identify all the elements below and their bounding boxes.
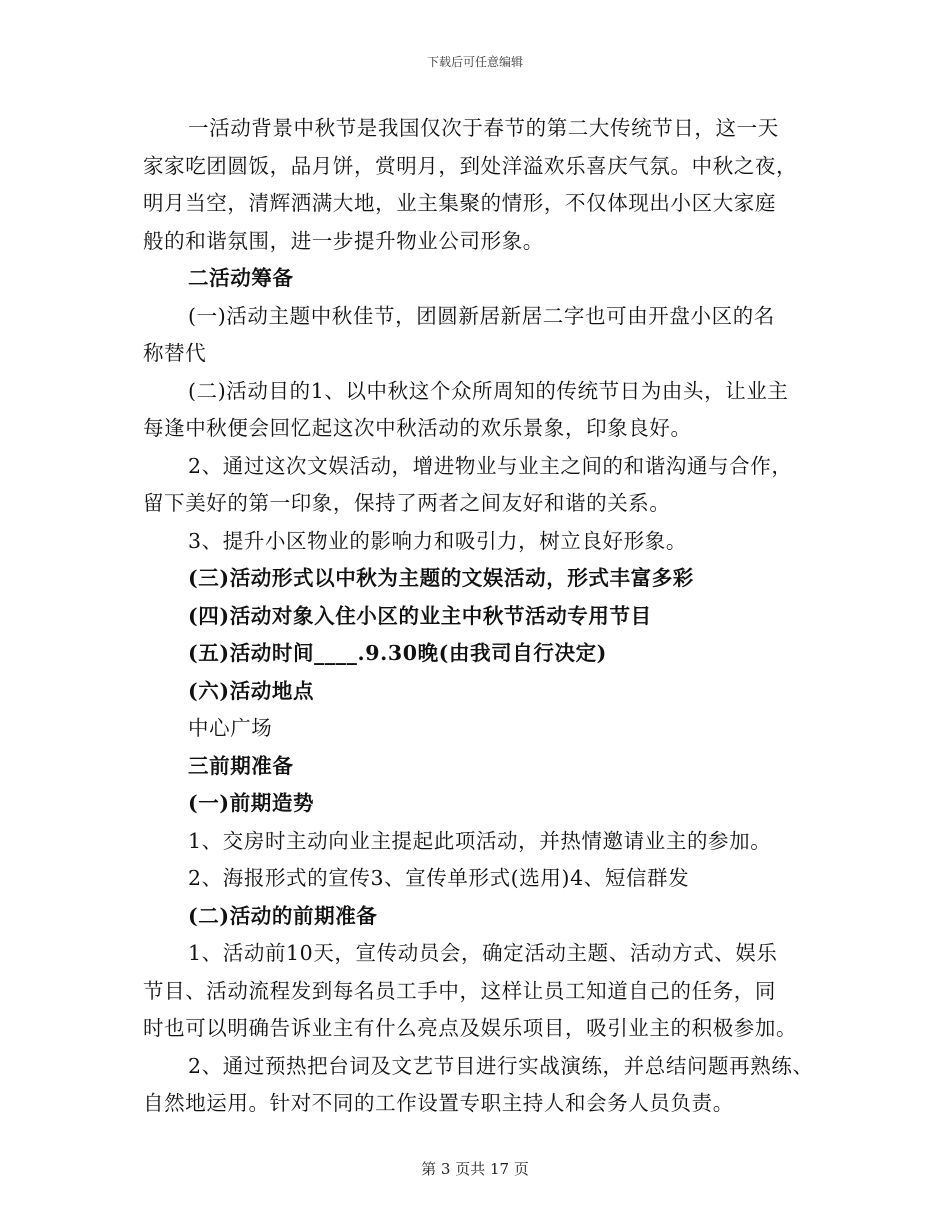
paragraph-line: 3、提升小区物业的影响力和吸引力，树立良好形象。 <box>188 528 687 553</box>
page-header: 下载后可任意编辑 <box>426 55 523 69</box>
paragraph-line: 时也可以明确告诉业主有什么亮点及娱乐项目，吸引业主的积极参加。 <box>143 1016 798 1040</box>
paragraph-line: 2、海报形式的宣传3、宣传单形式(选用)4、短信群发 <box>188 866 690 890</box>
subsection-heading: (六)活动地点 <box>188 678 315 703</box>
paragraph-line: 家家吃团圆饭，品月饼，赏明月，到处洋溢欢乐喜庆气氛。中秋之夜， <box>143 153 798 178</box>
subsection-heading: (五)活动时间____.9.30晚(由我司自行决定) <box>188 641 607 665</box>
paragraph-line: 留下美好的第一印象，保持了两者之间友好和谐的关系。 <box>143 491 671 515</box>
subsection-heading: (三)活动形式以中秋为主题的文娱活动，形式丰富多彩 <box>188 566 694 590</box>
paragraph-line: 2、通过预热把台词及文艺节目进行实战演练，并总结问题再熟练、 <box>188 1053 814 1078</box>
paragraph-line: 般的和谐氛围，进一步提升物业公司形象。 <box>143 228 544 253</box>
subsection-heading: (四)活动对象入住小区的业主中秋节活动专用节目 <box>188 603 652 628</box>
paragraph-line: 1、交房时主动向业主提起此项活动，并热情邀请业主的参加。 <box>188 828 772 853</box>
paragraph-line: 1、活动前10天，宣传动员会，确定活动主题、活动方式、娱乐 <box>188 941 778 965</box>
section-heading: 二活动筹备 <box>188 266 294 290</box>
paragraph-line: 称替代 <box>143 341 207 365</box>
paragraph-line: (一)活动主题中秋佳节，团圆新居新居二字也可由开盘小区的名 <box>188 303 775 328</box>
section-heading: 三前期准备 <box>188 753 294 778</box>
paragraph-line: 明月当空，清辉洒满大地，业主集聚的情形，不仅体现出小区大家庭 <box>143 191 776 215</box>
page-footer: 第 3 页共 17 页 <box>421 1160 529 1178</box>
paragraph-line: 一活动背景中秋节是我国仅次于春节的第二大传统节日，这一天 <box>188 116 779 140</box>
subsection-heading: (二)活动的前期准备 <box>188 903 378 928</box>
paragraph-line: 自然地运用。针对不同的工作设置专职主持人和会务人员负责。 <box>143 1091 734 1115</box>
paragraph-line: 节目、活动流程发到每名员工手中，这样让员工知道自己的任务，同 <box>143 978 776 1003</box>
subsection-heading: (一)前期造势 <box>188 791 315 815</box>
paragraph-line: (二)活动目的1、以中秋这个众所周知的传统节日为由头，让业主 <box>188 378 789 403</box>
paragraph-line: 2、通过这次文娱活动，增进物业与业主之间的和谐沟通与合作， <box>188 453 793 478</box>
document-body <box>143 110 823 1123</box>
paragraph-line: 每逢中秋便会回忆起这次中秋活动的欢乐景象，印象良好。 <box>143 416 692 440</box>
paragraph-line: 中心广场 <box>188 716 273 740</box>
